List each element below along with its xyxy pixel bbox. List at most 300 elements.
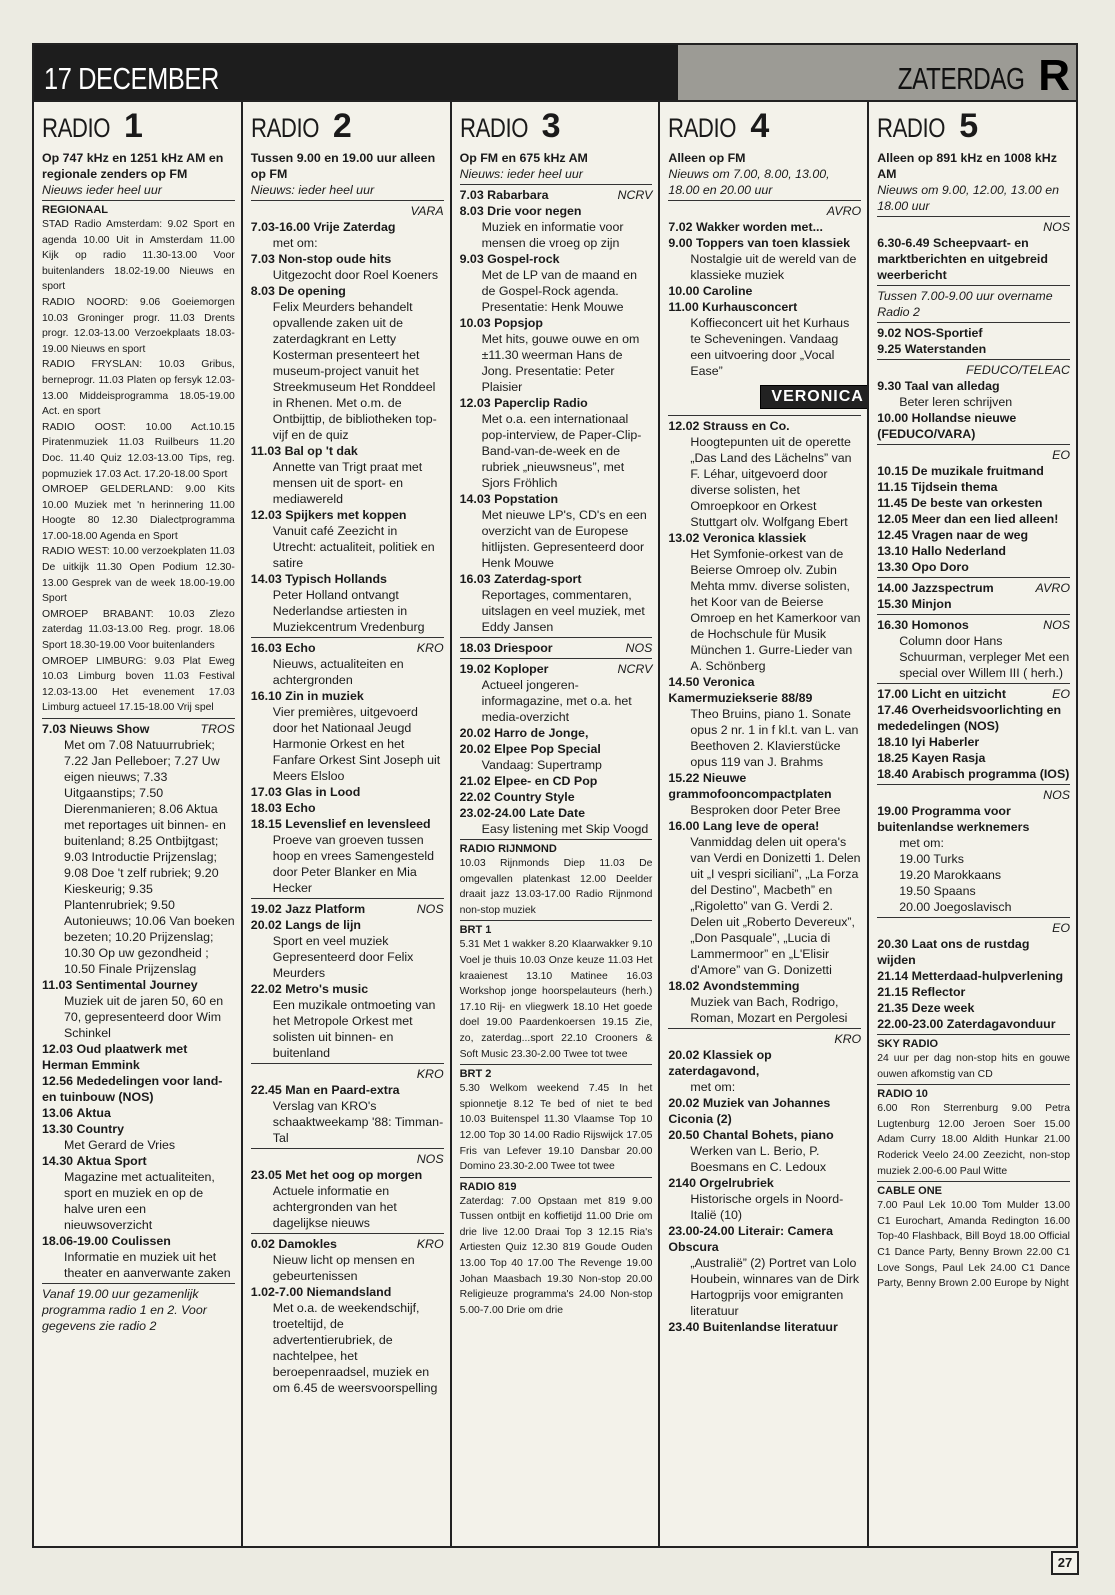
program-time: 8.03 [250,284,275,298]
program-title: Popstation [494,492,559,506]
program-description: Werken van L. Berio, P. Boesmans en C. Ledoux [690,1144,827,1174]
program-title: Nieuwe grammofooncompactplaten [668,771,832,801]
program-title: Sentimental Journey [75,978,198,992]
program-title: Taal van alledag [904,379,1000,393]
program-title: Arabisch programma (IOS) [911,767,1070,781]
broadcaster-label: EO [1052,448,1070,462]
divider [42,718,235,719]
section-body: 5.31 Met 1 wakker 8.20 Klaarwakker 9.10 Voel je thuis 10.03 Onze keuze 11.03 Het kraaienest 13.10 Matinee 16.03 Workshop jonge hoorspelauteurs (herh.) 17.10 Rij- en vliegwerk 18.10 Het goede doel 19.00 Paardenkoersen 19.15 Zie, zo, zaterdag...sport 22.10 Crooners & Soft Music 23.30-2.00 Twee tot twee [459,939,653,1060]
section-heading: RADIO RIJNMOND [459,843,557,855]
regional-station: RADIO WEST: 10.00 verzoekplaten 11.03 De uitkijk 11.30 Open Podium 12.30-13.00 Gesprek van de week 18.00-19.00 Sport [42,546,235,605]
program-item [668,1047,861,1079]
divider [251,200,444,201]
program-title: Harro de Jonge, [494,726,589,740]
program-item [460,203,653,219]
regional-station: STAD Radio Amsterdam: 9.02 Sport en agenda 10.00 Uit in Amsterdam 11.00 Kijk op radio 11.30-13.00 Voor buitenlanders 18.02-19.00 Nieuws en sport [42,219,235,293]
section-body: 10.03 Rijnmonds Diep 11.03 De omgevallen platenkast 12.00 Deelder draait jazz 13.03-17.00 Radio Rijnmond non-stop muziek [459,858,653,916]
program-description: Beter leren schrijven [899,395,1013,409]
program-broadcaster: NOS [416,902,444,916]
program-title: Glas in Lood [285,785,361,799]
program-time: 13.30 [42,1122,74,1136]
program-item [42,1073,235,1105]
program-item [877,495,1070,511]
divider [460,920,653,921]
program-title: Metterdaad-hulpverlening [911,969,1064,983]
regional-station: OMROEP BRABANT: 10.03 Zlezo zaterdag 11.03-13.00 Reg. progr. 18.06 Sport 18.30-19.00 Voor buitenlanders [42,608,235,652]
program-time: 17.03 [250,785,282,799]
page-number: 27 [1051,1551,1079,1575]
program-title: Orgelrubriek [699,1176,774,1190]
program-item [877,559,1070,575]
program-item [877,617,1070,633]
column-radio-4 [660,102,869,1548]
program-title: Country Style [494,790,575,804]
program-description: Actueel jongeren-informagazine, met o.a. het media-overzicht [481,678,632,724]
program-item [668,235,861,251]
program-time: 14.03 [250,572,282,586]
divider [42,200,235,201]
program-title: Waterstanden [904,342,987,356]
program-time: 11.45 [877,496,908,510]
section-heading: REGIONAAL [42,204,108,216]
program-title: Veronica Kamermuziekserie 88/89 [668,675,813,705]
program-broadcaster: NOS [625,641,653,655]
news-info: Nieuws om 9.00, 12.00, 13.00 en 18.00 uur [877,183,1060,213]
station-name: RADIO [668,113,737,143]
program-time: 17.46 [877,703,909,717]
news-info: Nieuws ieder heel uur [42,183,162,197]
divider [877,285,1070,286]
program-description: Informatie en muziek uit het theater en aanverwante zaken [64,1250,231,1280]
program-title: Bal op 't dak [284,444,358,458]
frequency-info: Op FM en 675 kHz AM [459,151,588,165]
program-item [460,725,653,741]
program-item [251,901,444,917]
program-description: Met nieuwe LP's, CD's en een overzicht van de Europese hitlijsten. Gepresenteerd door Henk Mouwe [481,508,647,570]
program-title: Jazz Platform [285,902,366,916]
program-item [251,816,444,832]
program-item [251,443,444,459]
program-description: Nieuw licht op mensen en gebeurtenissen [272,1253,415,1283]
program-item [877,325,1070,341]
station-name: RADIO [42,113,111,143]
program-title: Opo Doro [911,560,969,574]
program-time: 18.03 [459,641,491,655]
broadcaster-label: KRO [834,1032,862,1046]
broadcaster-label: NOS [1043,788,1070,802]
program-time: 1.02-7.00 [250,1285,304,1299]
program-title: Homonos [911,618,969,632]
program-item [877,543,1070,559]
program-time: 18.02 [668,979,700,993]
program-time: 22.00-23.00 [877,1017,944,1031]
program-description: Verslag van KRO's schaaktweekamp '88: Timman-Tal [272,1099,444,1145]
program-title: Aktua [76,1106,111,1120]
station-number: 5 [959,107,978,145]
program-title: Laat ons de rustdag wijden [877,937,1030,967]
program-item [460,395,653,411]
program-time: 12.03 [250,508,282,522]
program-title: Deze week [911,1001,975,1015]
program-description: Vanuit café Zeezicht in Utrecht: actualiteit, politiek en satire [272,524,435,570]
program-title: Wakker worden met... [695,220,823,234]
program-title: Muziek van Johannes Ciconia (2) [668,1096,831,1126]
program-description: Hoogtepunten uit de operette „Das Land des Lächelns” van F. Léhar, uitgevoerd door diverse solisten, het Omroepkoor en Orkest Stuttgart olv. Wolfgang Ebert [690,435,852,529]
columns [34,102,1076,1548]
program-time: 14.00 [877,581,909,595]
program-item [42,1121,235,1137]
divider [668,415,861,416]
program-time: 23.05 [250,1168,282,1182]
news-info: Nieuws om 7.00, 8.00, 13.00, 18.00 en 20.00 uur [668,167,830,197]
program-item [877,479,1070,495]
program-item [877,235,1070,283]
program-description: Met Gerard de Vries [64,1138,176,1152]
program-time: 23.02-24.00 [459,806,526,820]
program-item [251,981,444,997]
program-time: 11.15 [877,480,908,494]
program-item [668,1127,861,1143]
program-description: 20.00 Joegoslavisch [899,900,1012,914]
program-description: Annette van Trigt praat met mensen uit de sport- en mediawereld [272,460,423,506]
program-item [668,674,861,706]
program-title: Damokles [278,1237,337,1251]
program-title: Vragen naar de weg [911,528,1029,542]
program-title: Programma voor buitenlandse werknemers [877,804,1030,834]
program-item [460,741,653,757]
program-time: 14.50 [668,675,700,689]
header-right [678,45,1076,100]
program-time: 14.03 [459,492,491,506]
program-description: Theo Bruins, piano 1. Sonate opus 2 nr. 1 in f kl.t. van L. van Beethoven 2. Klavierstücke opus 119 van J. Brahms [690,707,859,769]
program-item [460,571,653,587]
program-title: Literair: Camera Obscura [668,1224,834,1254]
divider [877,359,1070,360]
program-title: Coulissen [111,1234,171,1248]
station-number: 2 [332,107,352,145]
program-item [251,917,444,933]
section-body: 7.00 Paul Lek 10.00 Tom Mulder 13.00 C1 Eurochart, Amanda Redington 16.00 Top-40 Flashback, Bill Boyd 18.00 Official C1 Dance Party, Benny Brown 22.00 C1 Love Songs, Paul Lek 24.00 C1 Dance Party, Benny Brown 2.00 Europe by Night [877,1200,1070,1290]
program-broadcaster: NOS [1043,618,1070,632]
broadcaster-label: KRO [416,1067,444,1081]
divider [251,637,444,638]
program-description: Met hits, gouwe ouwe en om ±11.30 weerman Hans de Jong. Presentatie: Peter Plaisier [481,332,640,394]
divider [251,1063,444,1064]
program-description: met om: [272,236,318,250]
program-item [460,640,653,656]
program-time: 12.56 [42,1074,74,1088]
program-description: Vandaag: Supertramp [481,758,602,772]
program-time: 12.02 [668,419,700,433]
program-item [877,341,1070,357]
program-title: Drie voor negen [487,204,582,218]
program-title: Kayen Rasja [911,751,986,765]
program-time: 9.30 [877,379,902,393]
program-broadcaster: KRO [416,1237,444,1251]
program-item [251,1236,444,1252]
program-item [877,984,1070,1000]
program-time: 18.25 [877,751,909,765]
program-title: Gospel-rock [487,252,560,266]
program-time: 21.35 [877,1001,909,1015]
program-description: met om: [899,836,944,850]
divider [668,200,861,201]
program-description: Met de LP van de maand en de Gospel-Rock agenda. Presentatie: Henk Mouwe [481,268,638,314]
program-title: Avondstemming [702,979,800,993]
program-item [668,1223,861,1255]
program-title: Toppers van toen klassiek [695,236,850,250]
program-time: 10.15 [877,464,909,478]
program-time: 9.25 [877,342,902,356]
divider [460,658,653,659]
program-title: Oud plaatwerk met Herman Emmink [42,1042,188,1072]
divider [251,1148,444,1149]
program-time: 16.10 [250,689,282,703]
program-title: Elpee- en CD Pop [494,774,598,788]
program-description: Een muzikale ontmoeting van het Metropole Orkest met solisten uit binnen- en buitenland [272,998,436,1060]
program-item [42,1153,235,1169]
column-title [251,108,444,146]
program-description: Actuele informatie en achtergronden van het dagelijkse nieuws [272,1184,397,1230]
program-item [42,721,235,737]
regional-station: RADIO NOORD: 9.06 Goeiemorgen 10.03 Groninger progr. 11.03 Drents progr. 12.03-13.00 Verzoekplaats 18.03-19.00 Nieuws en sport [42,296,235,355]
program-item [877,596,1070,612]
divider [877,577,1070,578]
column-title [42,108,235,146]
program-title: Zaterdag-sport [494,572,582,586]
divider [251,1233,444,1234]
program-description: Vanmiddag delen uit opera's van Verdi en Donizetti 1. Delen uit „I vespri siciliani”, „La Forza del Destino”, Macbeth” en „Rigoletto” van G. Verdi 2. Delen uit „Roberto Devereux”, „Don Pasquale”, „Lucia di Lammermoor” en „L'Elisir d'Amore” van G. Donizetti [690,835,861,977]
program-description: Historische orgels in Noord-Italië (10) [690,1192,844,1222]
divider [251,898,444,899]
program-time: 18.40 [877,767,909,781]
divider [877,917,1070,918]
program-item [42,1233,235,1249]
program-title: Niemandsland [306,1285,392,1299]
program-description: met om: [690,1080,736,1094]
program-title: Overheidsvoorlichting en mededelingen (NOS) [877,703,1062,733]
program-description: Column door Hans Schuurman, verpleger Met een special over Willem III ( herh.) [899,634,1070,680]
program-time: 20.02 [250,918,282,932]
program-item [460,773,653,789]
broadcaster-label: AVRO [826,204,862,218]
program-broadcaster: NCRV [617,188,653,202]
program-time: 13.06 [42,1106,74,1120]
program-time: 12.03 [459,396,491,410]
divider [877,1084,1070,1085]
program-time: 21.15 [877,985,909,999]
program-description: Nostalgie uit de wereld van de klassieke muziek [690,252,857,282]
program-item [877,803,1070,835]
divider [877,444,1070,445]
program-title: Aktua Sport [76,1154,147,1168]
broadcaster-label: NOS [1043,220,1070,234]
program-item [251,800,444,816]
frequency-info: Alleen op 891 kHz en 1008 kHz AM [877,151,1057,181]
program-title: Licht en uitzicht [911,687,1006,701]
program-item [668,283,861,299]
program-time: 13.10 [877,544,909,558]
regional-station: OMROEP LIMBURG: 9.03 Plat Eweg 10.03 Limburg boven 11.03 Festival 12.03-13.00 Het evenement 17.03 Limburg actueel 17.15-18.00 Vrij spel [42,655,235,714]
program-item [460,661,653,677]
divider [877,1034,1070,1035]
program-title: Langs de lijn [285,918,361,932]
column-title [877,108,1070,146]
program-item [877,378,1070,394]
program-title: Lang leve de opera! [702,819,820,833]
program-item [668,299,861,315]
column-radio-1 [34,102,243,1548]
program-title: Mededelingen voor land- en tuinbouw (NOS) [42,1074,223,1104]
program-time: 21.02 [459,774,491,788]
program-title: Hollandse nieuwe (FEDUCO/VARA) [877,411,1017,441]
program-time: 15.30 [877,597,909,611]
program-title: Country [76,1122,124,1136]
program-description: Muziek uit de jaren 50, 60 en 70, gepresenteerd door Wim Schinkel [64,994,224,1040]
program-time: 0.02 [250,1237,275,1251]
program-item [42,1041,235,1073]
program-title: Metro's music [285,982,369,996]
station-name: RADIO [877,113,946,143]
program-description: Muziek van Bach, Rodrigo, Roman, Mozart en Pergolesi [690,995,848,1025]
program-title: Echo [285,801,316,815]
program-item [877,734,1070,750]
program-broadcaster: EO [1052,687,1070,701]
program-time: 9.02 [877,326,902,340]
program-title: Hallo Nederland [911,544,1006,558]
divider [877,216,1070,217]
divider [877,1181,1070,1182]
program-item [460,789,653,805]
program-time: 20.02 [668,1096,700,1110]
program-title: De muzikale fruitmand [911,464,1044,478]
program-description: Easy listening met Skip Voogd [481,822,649,836]
program-time: 8.03 [459,204,484,218]
program-item [877,410,1070,442]
program-item [251,1284,444,1300]
program-item [877,1000,1070,1016]
program-title: Late Date [529,806,585,820]
regional-station: RADIO OOST: 10.00 Act.10.15 Piratenmuziek 11.03 Ruilbeurs 11.20 Doc. 11.40 Quiz 12.03-13.00 Tips, reg. popmuziek 17.03 Act. 17.20-18.00 Sport [42,421,235,480]
program-description: Magazine met actualiteiten, sport en muziek en op de halve uren een nieuwsoverzicht [64,1170,215,1232]
program-item [877,686,1070,702]
header-bar [34,45,1076,102]
broadcaster-label: EO [1052,921,1070,935]
program-title: Popsjop [494,316,543,330]
program-item [668,418,861,434]
program-title: De opening [278,284,346,298]
program-title: Nieuws Show [69,722,150,736]
program-time: 20.30 [877,937,909,951]
program-time: 15.22 [668,771,700,785]
program-description: Proeve van groeven tussen hoop en vrees Samengesteld door Peter Blanker en Mia Hecker [272,833,434,895]
program-item [877,527,1070,543]
program-item [877,511,1070,527]
program-description: 19.50 Spaans [899,884,976,898]
program-item [668,770,861,802]
program-item [460,187,653,203]
program-time: 20.02 [459,742,491,756]
program-title: Tijdsein thema [910,480,998,494]
program-title: Rabarbara [487,188,549,202]
program-title: Met het oog op morgen [285,1168,423,1182]
program-item [877,1016,1070,1032]
program-time: 18.06-19.00 [42,1234,109,1248]
section-heading: CABLE ONE [877,1185,942,1198]
station-number: 1 [124,107,143,145]
program-title: Scheepvaart- en marktberichten en uitgebreid weerbericht [877,236,1048,282]
header-letter-logo: R [1038,51,1070,100]
program-time: 20.02 [459,726,491,740]
veronica-logo: VERONICA [760,385,869,409]
program-title: Chantal Bohets, piano [702,1128,834,1142]
program-title: Strauss en Co. [702,419,790,433]
program-item [877,463,1070,479]
program-time: 12.45 [877,528,909,542]
column-radio-3 [452,102,661,1548]
program-item [877,766,1070,782]
program-broadcaster: NCRV [617,662,653,676]
program-time: 16.03 [459,572,491,586]
program-item [460,315,653,331]
program-time: 11.00 [668,300,699,314]
program-title: Iyi Haberler [911,735,980,749]
divider [877,322,1070,323]
program-item [251,507,444,523]
header-day: ZATERDAG [897,61,1024,96]
program-title: Driespoor [494,641,553,655]
program-title: Levenslief en levensleed [285,817,431,831]
column-radio-2 [243,102,452,1548]
program-title: Klassiek op zaterdagavond, [668,1048,772,1078]
program-item [251,219,444,235]
program-time: 22.02 [459,790,491,804]
program-time: 16.03 [250,641,282,655]
program-item [877,702,1070,734]
program-item [460,491,653,507]
program-title: Echo [285,641,316,655]
program-title: NOS-Sportief [904,326,983,340]
program-time: 14.30 [42,1154,74,1168]
program-time: 18.15 [250,817,282,831]
program-item [668,978,861,994]
program-item [251,1167,444,1183]
broadcaster-label: VARA [410,204,444,218]
program-item [251,571,444,587]
column-title [668,108,861,146]
divider [877,683,1070,684]
program-item [668,1175,861,1191]
program-title: Minjon [911,597,952,611]
program-time: 9.03 [459,252,484,266]
program-description: Met o.a. de weekendschijf, troeteltijd, de advertentierubriek, de nachtelpee, het beroepenraadsel, muziek en om 6.45 de weersvoorspelling [272,1301,438,1395]
program-time: 2140 [668,1176,696,1190]
frequency-info: Tussen 9.00 en 19.00 uur alleen op FM [250,151,436,181]
program-time: 13.02 [668,531,700,545]
program-title: Buitenlandse literatuur [702,1320,838,1334]
program-time: 22.02 [250,982,282,996]
program-title: Veronica klassiek [702,531,807,545]
program-description: Vier premières, uitgevoerd door het Nationaal Jeugd Harmonie Orkest en het Fanfare Orkest Sint Joseph uit Meers Elsloo [272,705,441,783]
program-description: Besproken door Peter Bree [690,803,841,817]
footer-note: Vanaf 19.00 uur gezamenlijk programma radio 1 en 2. Voor gegevens zie radio 2 [42,1287,207,1333]
program-title: Non-stop oude hits [278,252,392,266]
program-description: Nieuws, actualiteiten en achtergronden [272,657,404,687]
program-item [877,968,1070,984]
program-title: Jazzspectrum [911,581,994,595]
program-item [668,530,861,546]
divider [460,1064,653,1065]
